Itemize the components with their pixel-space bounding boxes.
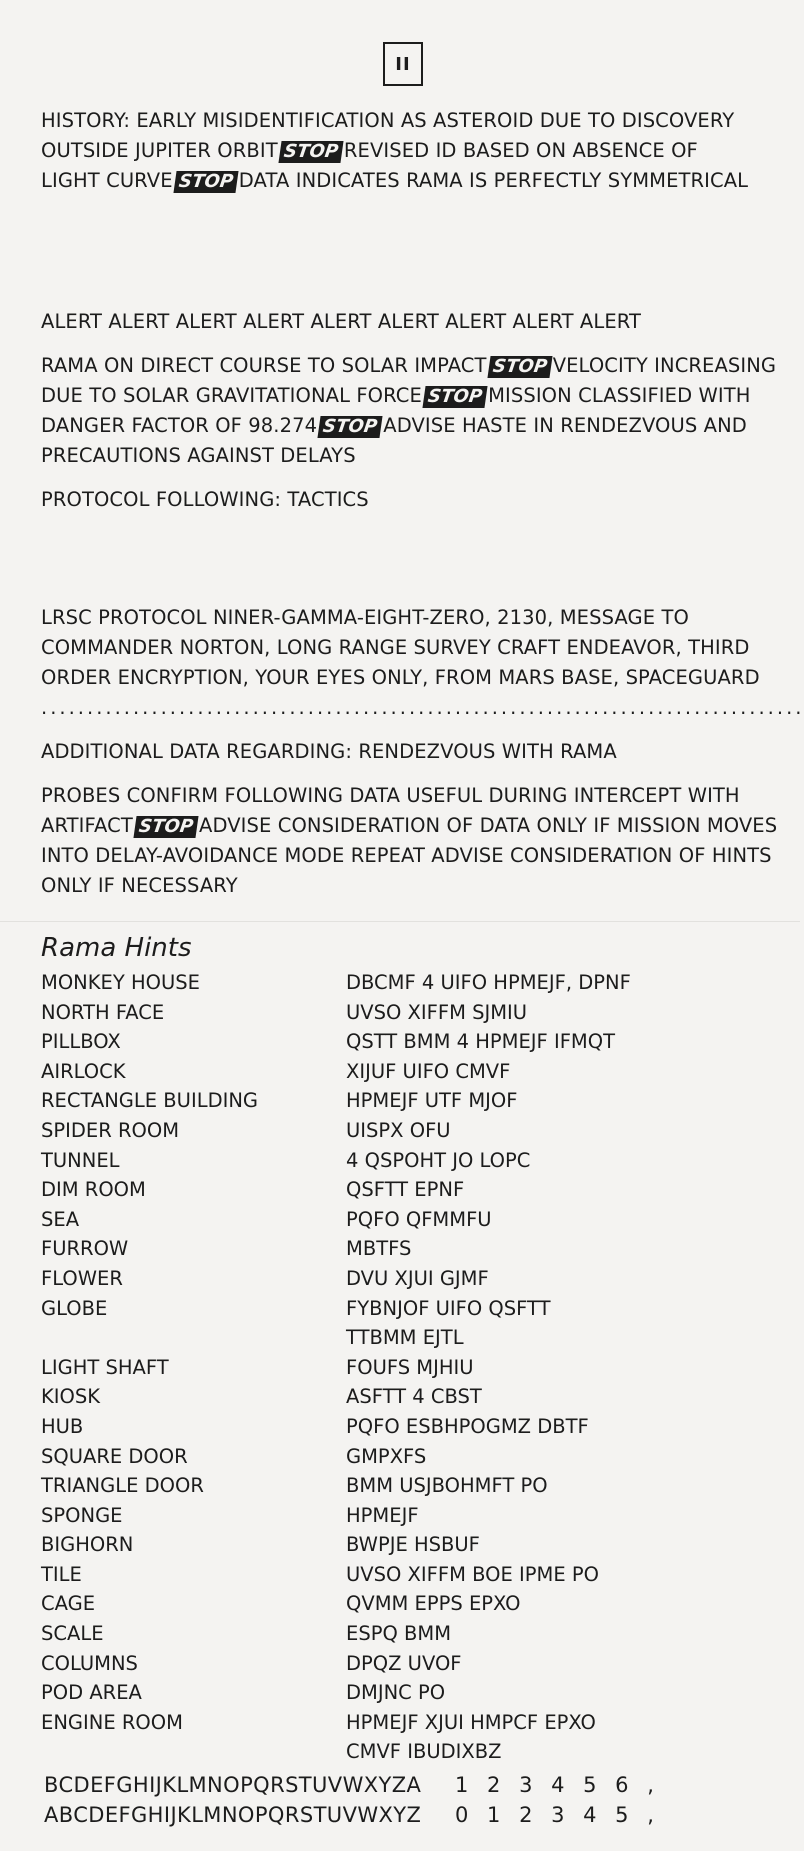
hint-row bbox=[41, 1382, 781, 1412]
hint-term: NORTH FACE bbox=[41, 1000, 165, 1024]
hint-row bbox=[41, 968, 781, 998]
cipher-digits-plain: 0 1 2 3 4 5 , bbox=[455, 1803, 660, 1827]
history-text-2: REVISED ID BASED ON ABSENCE OF LIGHT CURVE bbox=[41, 139, 698, 192]
hint-code: DMJNC PO bbox=[346, 1681, 446, 1705]
probes-paragraph bbox=[41, 781, 781, 901]
hint-row bbox=[41, 1471, 781, 1501]
lrsc-section bbox=[41, 603, 804, 901]
hint-row bbox=[41, 998, 781, 1028]
hint-term: TRIANGLE DOOR bbox=[41, 1474, 204, 1498]
hint-term: CAGE bbox=[41, 1592, 96, 1616]
stop-badge: STOP bbox=[318, 416, 383, 438]
hint-row bbox=[41, 1678, 781, 1708]
hint-code: ESPQ BMM bbox=[346, 1622, 452, 1646]
hint-term: HUB bbox=[41, 1414, 84, 1438]
hints-title: Rama Hints bbox=[41, 933, 192, 963]
hint-code: GMPXFS bbox=[346, 1444, 427, 1468]
probes-text-1: PROBES CONFIRM FOLLOWING DATA USEFUL DURING INTERCEPT WITH ARTIFACT bbox=[41, 784, 740, 837]
hint-row bbox=[41, 1264, 781, 1294]
hint-row bbox=[41, 1234, 781, 1264]
hint-code: DBCMF 4 UIFO HPMEJF, DPNF bbox=[346, 971, 631, 994]
hint-term: ENGINE ROOM bbox=[41, 1710, 183, 1734]
hint-term: SPONGE bbox=[41, 1503, 123, 1527]
cipher-letters-plain: ABCDEFGHIJKLMNOPQRSTUVWXYZ bbox=[44, 1803, 422, 1827]
hint-term: MONKEY HOUSE bbox=[41, 971, 200, 994]
hint-code: ASFTT 4 CBST bbox=[346, 1385, 482, 1409]
hint-term: FLOWER bbox=[41, 1266, 123, 1290]
cipher-row-plain bbox=[44, 1800, 660, 1830]
hint-code: PQFO QFMMFU bbox=[346, 1207, 492, 1231]
hint-code: DVU XJUI GJMF bbox=[346, 1266, 489, 1290]
hint-code: QSFTT EPNF bbox=[346, 1178, 465, 1202]
hint-code: QVMM EPPS EPXO bbox=[346, 1592, 521, 1616]
hint-code: FYBNJOF UIFO QSFTT TTBMM EJTL bbox=[346, 1296, 551, 1350]
alert-text-1: RAMA ON DIRECT COURSE TO SOLAR IMPACT bbox=[41, 354, 487, 377]
alert-line: ALERT ALERT ALERT ALERT ALERT ALERT ALERT ALERT ALERT bbox=[41, 310, 641, 333]
hint-row bbox=[41, 1205, 781, 1235]
stop-badge: STOP bbox=[487, 356, 552, 378]
hint-term: SEA bbox=[41, 1207, 80, 1231]
hint-row bbox=[41, 1708, 781, 1767]
protocol-line: PROTOCOL FOLLOWING: TACTICS bbox=[41, 488, 369, 511]
history-text-1: HISTORY: EARLY MISIDENTIFICATION AS ASTEROID DUE TO DISCOVERY OUTSIDE JUPITER ORBIT bbox=[41, 109, 735, 162]
hint-row bbox=[41, 1619, 781, 1649]
hint-term: AIRLOCK bbox=[41, 1059, 126, 1083]
lrsc-paragraph bbox=[41, 603, 804, 723]
history-text-3: DATA INDICATES RAMA IS PERFECTLY SYMMETRICAL bbox=[238, 169, 749, 192]
history-section bbox=[41, 106, 756, 196]
cipher-key bbox=[44, 1770, 660, 1830]
hint-code: MBTFS bbox=[346, 1237, 412, 1261]
hint-row bbox=[41, 1116, 781, 1146]
cipher-letters-encoded: BCDEFGHIJKLMNOPQRSTUVWXYZA bbox=[44, 1773, 422, 1797]
hint-row bbox=[41, 1589, 781, 1619]
hint-row bbox=[41, 1442, 781, 1472]
hint-term: TUNNEL bbox=[41, 1148, 120, 1172]
stop-badge: STOP bbox=[173, 171, 238, 193]
hint-code: DPQZ UVOF bbox=[346, 1651, 462, 1675]
additional-data-line: ADDITIONAL DATA REGARDING: RENDEZVOUS WITH RAMA bbox=[41, 740, 617, 763]
hint-term: DIM ROOM bbox=[41, 1178, 146, 1202]
hint-term: KIOSK bbox=[41, 1385, 101, 1409]
hint-code: HPMEJF bbox=[346, 1503, 419, 1527]
hint-code: UVSO XIFFM SJMIU bbox=[346, 1000, 528, 1024]
hint-row bbox=[41, 1057, 781, 1087]
section-divider bbox=[0, 921, 800, 922]
hint-term: PILLBOX bbox=[41, 1030, 121, 1054]
hint-code: HPMEJF UTF MJOF bbox=[346, 1089, 518, 1113]
hint-term: COLUMNS bbox=[41, 1651, 138, 1675]
stop-badge: STOP bbox=[133, 816, 198, 838]
dot-leader: ................................................................................... bbox=[41, 696, 804, 719]
hint-row bbox=[41, 1294, 781, 1353]
hint-row bbox=[41, 1649, 781, 1679]
hint-row bbox=[41, 1086, 781, 1116]
hint-row bbox=[41, 1175, 781, 1205]
page-number: II bbox=[395, 53, 411, 75]
hint-term: SCALE bbox=[41, 1622, 104, 1646]
cipher-digits-encoded: 1 2 3 4 5 6 , bbox=[455, 1773, 660, 1797]
hint-row bbox=[41, 1560, 781, 1590]
cipher-row-encoded bbox=[44, 1770, 660, 1800]
hint-row bbox=[41, 1412, 781, 1442]
hint-row bbox=[41, 1353, 781, 1383]
hint-term: RECTANGLE BUILDING bbox=[41, 1089, 259, 1113]
hint-code: BMM USJBOHMFT PO bbox=[346, 1474, 548, 1498]
stop-badge: STOP bbox=[422, 386, 487, 408]
page-number-box bbox=[383, 42, 423, 86]
hint-row bbox=[41, 1027, 781, 1057]
hint-term: BIGHORN bbox=[41, 1533, 134, 1557]
alert-text-2: VELOCITY INCREASING DUE TO SOLAR GRAVITATIONAL FORCE bbox=[41, 354, 777, 407]
lrsc-text: LRSC PROTOCOL NINER-GAMMA-EIGHT-ZERO, 2130, MESSAGE TO COMMANDER NORTON, LONG RANGE SURVEY CRAFT ENDEAVOR, THIRD ORDER ENCRYPTION, YOUR EYES ONLY, FROM MARS BASE, SPACEGUARD bbox=[41, 606, 760, 689]
hint-code: QSTT BMM 4 HPMEJF IFMQT bbox=[346, 1030, 616, 1054]
hint-code: BWPJE HSBUF bbox=[346, 1533, 480, 1557]
hint-term: LIGHT SHAFT bbox=[41, 1355, 169, 1379]
alert-text-4: ADVISE HASTE IN RENDEZVOUS AND PRECAUTIONS AGAINST DELAYS bbox=[41, 414, 747, 467]
hint-row bbox=[41, 1530, 781, 1560]
hint-code: HPMEJF XJUI HMPCF EPXO CMVF IBUDIXBZ bbox=[346, 1710, 596, 1764]
hint-code: UVSO XIFFM BOE IPME PO bbox=[346, 1562, 599, 1586]
hint-row bbox=[41, 1501, 781, 1531]
hint-term: TILE bbox=[41, 1562, 82, 1586]
alert-paragraph bbox=[41, 351, 781, 471]
hint-code: PQFO ESBHPOGMZ DBTF bbox=[346, 1414, 589, 1438]
hint-term: GLOBE bbox=[41, 1296, 108, 1320]
stop-badge: STOP bbox=[278, 141, 343, 163]
hint-term: SPIDER ROOM bbox=[41, 1118, 180, 1142]
hint-code: UISPX OFU bbox=[346, 1118, 451, 1142]
hint-code: 4 QSPOHT JO LOPC bbox=[346, 1148, 531, 1172]
hint-term: POD AREA bbox=[41, 1681, 142, 1705]
hint-term: FURROW bbox=[41, 1237, 129, 1261]
alert-text-3: MISSION CLASSIFIED WITH DANGER FACTOR OF 98.274 bbox=[41, 384, 751, 437]
probes-text-2: ADVISE CONSIDERATION OF DATA ONLY IF MISSION MOVES INTO DELAY-AVOIDANCE MODE REPEAT ADVISE CONSIDERATION OF HINTS ONLY IF NECESSARY bbox=[41, 814, 778, 897]
hint-code: XIJUF UIFO CMVF bbox=[346, 1059, 511, 1083]
alert-section bbox=[41, 307, 781, 515]
hint-term: SQUARE DOOR bbox=[41, 1444, 188, 1468]
history-paragraph bbox=[41, 106, 756, 196]
hint-code: FOUFS MJHIU bbox=[346, 1355, 474, 1379]
hint-row bbox=[41, 1146, 781, 1176]
hints-table bbox=[41, 968, 781, 1767]
